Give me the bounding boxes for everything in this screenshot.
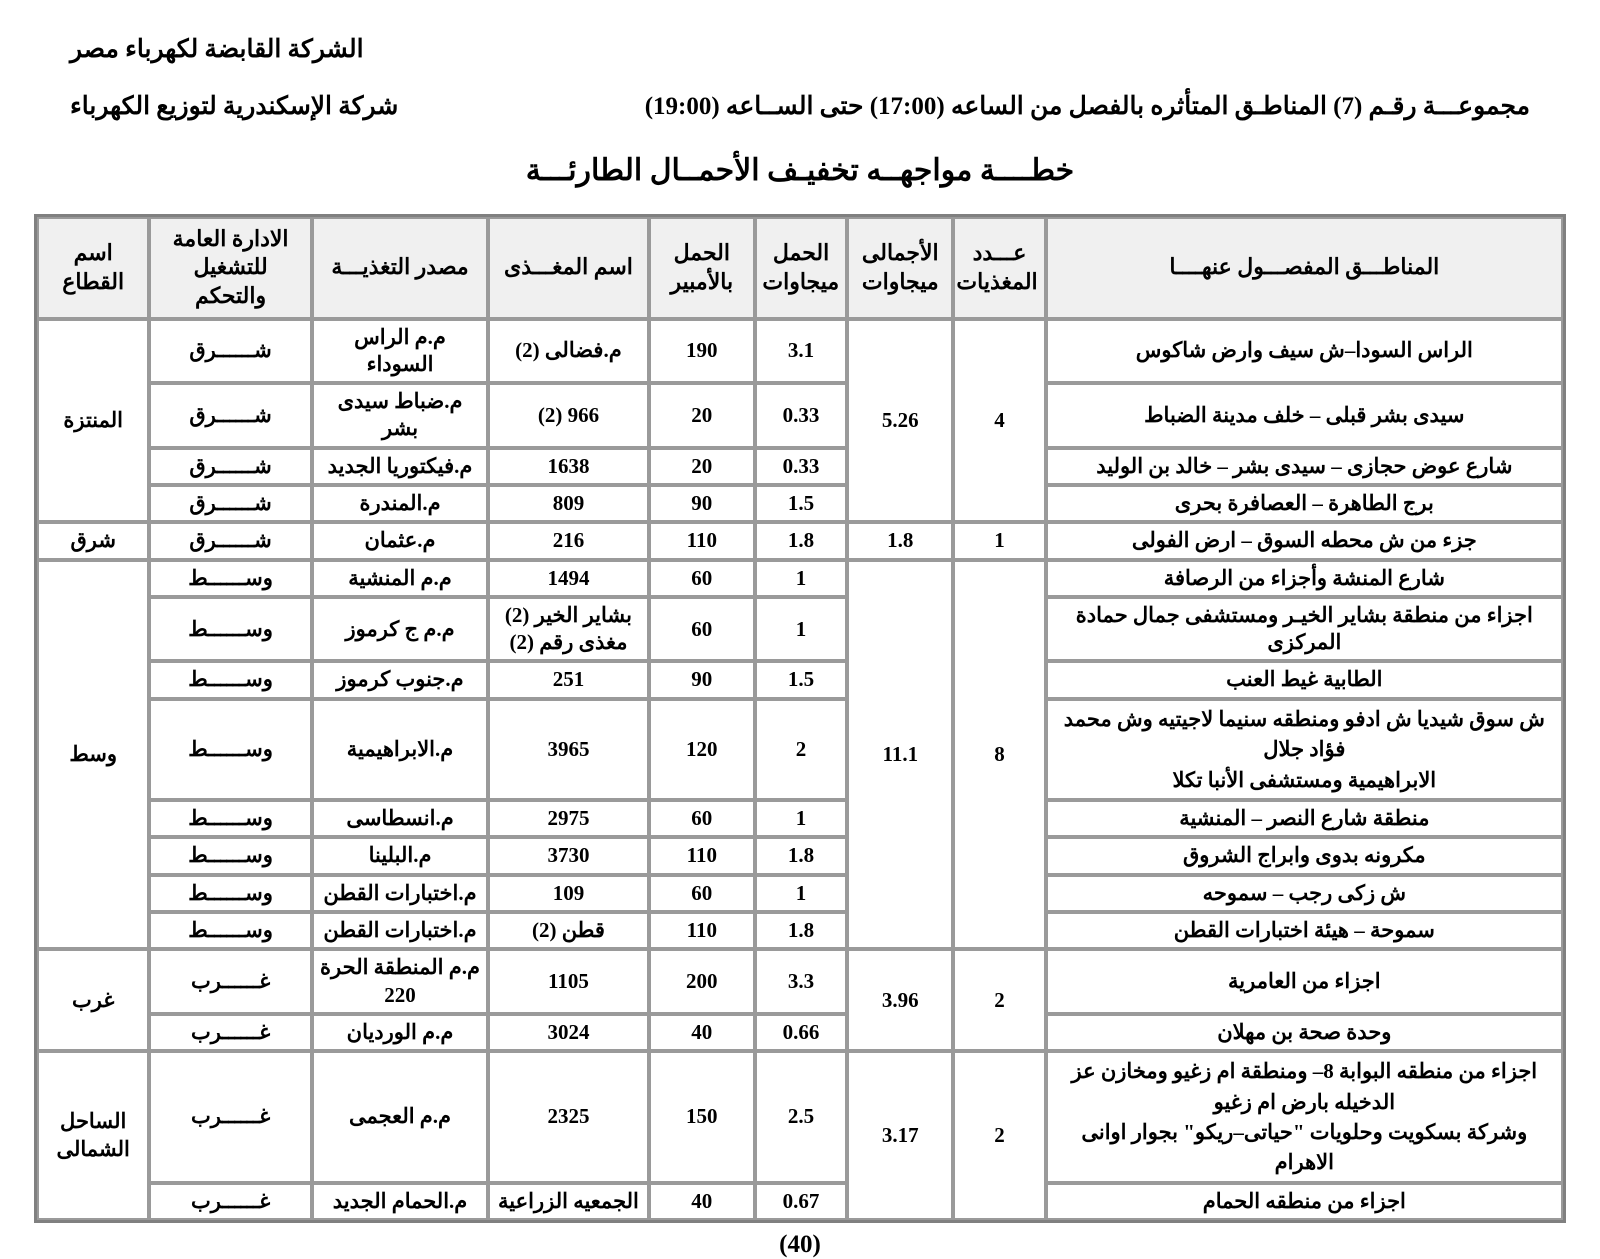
cell-feeder-count: 2 <box>953 1051 1045 1220</box>
cell-admin-region: وســــــط <box>149 912 311 949</box>
cell-supply-source: م.جنوب كرموز <box>312 661 488 698</box>
plan-table-wrapper <box>0 214 1600 1224</box>
cell-load-amp: 90 <box>649 661 755 698</box>
cell-feeder-name: 216 <box>488 522 648 559</box>
col-header-load-amp-line2: بالأمبير <box>670 268 734 294</box>
cell-sector: غرب <box>37 949 149 1051</box>
cell-load-mw: 0.33 <box>755 383 847 448</box>
cell-areas: اجزاء من العامرية <box>1046 949 1563 1014</box>
cell-load-mw: 1 <box>755 597 847 662</box>
table-row <box>37 837 1563 874</box>
table-row <box>37 875 1563 912</box>
cell-areas <box>1046 1051 1563 1183</box>
cell-load-mw: 1.8 <box>755 837 847 874</box>
col-header-supply-source: مصدر التغذيـــة <box>312 217 488 319</box>
cell-supply-source: م.م المنطقة الحرة 220 <box>312 949 488 1014</box>
cell-supply-source: م.م الراس السوداء <box>312 319 488 384</box>
cell-feeder-name <box>488 597 648 662</box>
col-header-load-mw <box>755 217 847 319</box>
table-row <box>37 949 1563 1014</box>
cell-feeder-name: 3965 <box>488 699 648 800</box>
cell-feeder-name: 109 <box>488 875 648 912</box>
col-header-load-mw-line1: الحمل <box>772 239 830 265</box>
cell-supply-source: م.عثمان <box>312 522 488 559</box>
cell-total-mw: 11.1 <box>847 560 953 950</box>
cell-load-amp: 60 <box>649 597 755 662</box>
cell-areas: جزء من ش محطه السوق – ارض الفولى <box>1046 522 1563 559</box>
cell-areas: الطابية غيط العنب <box>1046 661 1563 698</box>
table-row <box>37 319 1563 384</box>
cell-load-mw: 1.8 <box>755 522 847 559</box>
cell-sector-line2: الشمالى <box>56 1136 130 1161</box>
cell-load-amp: 120 <box>649 699 755 800</box>
cell-load-amp: 20 <box>649 448 755 485</box>
cell-feeder-name: 809 <box>488 485 648 522</box>
col-header-sector: اسم القطاع <box>37 217 149 319</box>
organization-block <box>70 34 364 65</box>
cell-sector-line1: الساحل <box>60 1109 127 1134</box>
cell-supply-source: م.م الورديان <box>312 1014 488 1051</box>
table-header-row <box>37 217 1563 319</box>
col-header-load-mw-line2: ميجاوات <box>762 268 840 294</box>
table-row <box>37 448 1563 485</box>
col-header-feeder-count-line2: المغذيات <box>956 268 1038 294</box>
load-shedding-table <box>34 214 1566 1224</box>
cell-load-amp: 110 <box>649 522 755 559</box>
cell-load-mw: 1.5 <box>755 661 847 698</box>
table-row <box>37 912 1563 949</box>
cell-total-mw: 5.26 <box>847 319 953 523</box>
cell-load-amp: 110 <box>649 912 755 949</box>
cell-areas: وحدة صحة بن مهلان <box>1046 1014 1563 1051</box>
cell-load-mw: 1 <box>755 875 847 912</box>
cell-supply-source: م.م المنشية <box>312 560 488 597</box>
cell-load-mw: 1.8 <box>755 912 847 949</box>
col-header-total-mw-line2: ميجاوات <box>861 268 939 294</box>
cell-feeder-name: 2975 <box>488 800 648 837</box>
cell-areas-line1: اجزاء من منطقه البوابة 8– ومنطقة ام زغيو ومخازن عز الدخيله بارض ام زغيو <box>1071 1059 1538 1114</box>
cell-load-amp: 110 <box>649 837 755 874</box>
table-row <box>37 485 1563 522</box>
table-row <box>37 699 1563 800</box>
cell-feeder-name: 251 <box>488 661 648 698</box>
col-header-total-mw <box>847 217 953 319</box>
cell-admin-region: وســــــط <box>149 560 311 597</box>
cell-load-mw: 1 <box>755 560 847 597</box>
cell-supply-source: م.الابراهيمية <box>312 699 488 800</box>
cell-supply-source: م.م ج كرموز <box>312 597 488 662</box>
cell-load-amp: 60 <box>649 560 755 597</box>
col-header-total-mw-line1: الأجمالى <box>861 239 939 265</box>
col-header-feeder-count-line1: عـــدد <box>972 239 1027 265</box>
cell-total-mw: 3.96 <box>847 949 953 1051</box>
col-header-areas: المناطـــق المفصـــول عنهــــا <box>1046 217 1563 319</box>
cell-areas: سيدى بشر قبلى – خلف مدينة الضباط <box>1046 383 1563 448</box>
table-row <box>37 1051 1563 1183</box>
cell-admin-region: غــــــرب <box>149 1014 311 1051</box>
cell-feeder-name: 3730 <box>488 837 648 874</box>
cell-load-amp: 60 <box>649 875 755 912</box>
cell-areas <box>1046 699 1563 800</box>
table-body <box>37 319 1563 1221</box>
cell-feeder-name: م.فضالى (2) <box>488 319 648 384</box>
cell-load-mw: 3.3 <box>755 949 847 1014</box>
cell-supply-source: م.الحمام الجديد <box>312 1183 488 1220</box>
cell-load-mw: 2.5 <box>755 1051 847 1183</box>
cell-admin-region: غــــــرب <box>149 1051 311 1183</box>
cell-areas: منطقة شارع النصر – المنشية <box>1046 800 1563 837</box>
cell-sector: المنتزة <box>37 319 149 523</box>
cell-load-amp: 60 <box>649 800 755 837</box>
cell-admin-region: وســــــط <box>149 661 311 698</box>
cell-admin-region: شــــــرق <box>149 383 311 448</box>
cell-areas-line1: ش سوق شيديا ش ادفو ومنطقه سنيما لاجيتيه وش محمد فؤاد جلال <box>1063 706 1545 762</box>
cell-feeder-name: قطن (2) <box>488 912 648 949</box>
cell-admin-region: شــــــرق <box>149 485 311 522</box>
cell-admin-region: وســــــط <box>149 597 311 662</box>
distribution-company-name: شركة الإسكندرية لتوزيع الكهرباء <box>70 93 399 121</box>
cell-feeder-name: 1105 <box>488 949 648 1014</box>
cell-areas: شارع عوض حجازى – سيدى بشر – خالد بن الوليد <box>1046 448 1563 485</box>
col-header-admin-line2: للتشغيل والتحكم <box>193 254 268 308</box>
cell-total-mw: 3.17 <box>847 1051 953 1220</box>
cell-feeder-name: 2325 <box>488 1051 648 1183</box>
cell-load-mw: 1.5 <box>755 485 847 522</box>
cell-areas-line2: الابراهيمية ومستشفى الأنبا تكلا <box>1172 767 1437 792</box>
cell-load-mw: 0.67 <box>755 1183 847 1220</box>
cell-feeder-count: 2 <box>953 949 1045 1051</box>
page-number: (40) <box>779 1231 821 1259</box>
col-header-load-amp <box>649 217 755 319</box>
cell-load-amp: 150 <box>649 1051 755 1183</box>
col-header-feeder-count <box>953 217 1045 319</box>
cell-areas: اجزاء من منطقة بشاير الخيـر ومستشفى جمال حمادة المركزى <box>1046 597 1563 662</box>
col-header-load-amp-line1: الحمل <box>673 239 730 265</box>
cell-load-mw: 3.1 <box>755 319 847 384</box>
cell-admin-region: وســــــط <box>149 800 311 837</box>
cell-feeder-name: 966 (2) <box>488 383 648 448</box>
holding-company-name: الشركة القابضة لكهرباء مصر <box>70 36 364 63</box>
cell-load-amp: 40 <box>649 1014 755 1051</box>
group-schedule-line: مجموعـــة رقـم (7) المناطـق المتأثره بالفصل من الساعه (17:00) حتى الســاعه (19:00) <box>644 93 1530 121</box>
cell-supply-source: م.انسطاسى <box>312 800 488 837</box>
cell-supply-source: م.اختبارات القطن <box>312 912 488 949</box>
cell-load-mw: 0.33 <box>755 448 847 485</box>
cell-areas: مكرونه بدوى وابراج الشروق <box>1046 837 1563 874</box>
cell-admin-region: غــــــرب <box>149 949 311 1014</box>
cell-total-mw: 1.8 <box>847 522 953 559</box>
document-header <box>0 0 1600 188</box>
table-row <box>37 1183 1563 1220</box>
table-row <box>37 661 1563 698</box>
cell-admin-region: شــــــرق <box>149 319 311 384</box>
cell-feeder-name-line1: بشاير الخير (2) <box>504 602 633 627</box>
cell-load-amp: 200 <box>649 949 755 1014</box>
cell-feeder-name-line2: مغذى رقم (2) <box>509 630 628 655</box>
table-row <box>37 1014 1563 1051</box>
cell-load-mw: 2 <box>755 699 847 800</box>
cell-areas: شارع المنشة وأجزاء من الرصافة <box>1046 560 1563 597</box>
cell-areas-line2: وشركة بسكويت وحلويات "حياتى–ريكو" بجوار اوانى الاهرام <box>1081 1120 1528 1175</box>
page-title: خطــــة مواجهــه تخفيـف الأحمــال الطارئـــة <box>525 153 1075 187</box>
cell-load-mw: 1 <box>755 800 847 837</box>
cell-areas: اجزاء من منطقه الحمام <box>1046 1183 1563 1220</box>
table-row <box>37 522 1563 559</box>
cell-areas: برج الطاهرة – العصافرة بحرى <box>1046 485 1563 522</box>
cell-supply-source: م.فيكتوريا الجديد <box>312 448 488 485</box>
cell-admin-region: وســــــط <box>149 875 311 912</box>
cell-feeder-name: 1638 <box>488 448 648 485</box>
cell-admin-region: شــــــرق <box>149 522 311 559</box>
cell-supply-source: م.م العجمى <box>312 1051 488 1183</box>
cell-supply-source: م.اختبارات القطن <box>312 875 488 912</box>
cell-load-amp: 190 <box>649 319 755 384</box>
cell-sector <box>37 1051 149 1220</box>
cell-load-amp: 40 <box>649 1183 755 1220</box>
cell-feeder-count: 1 <box>953 522 1045 559</box>
cell-admin-region: وســــــط <box>149 837 311 874</box>
cell-admin-region: وســــــط <box>149 699 311 800</box>
cell-feeder-name: 1494 <box>488 560 648 597</box>
col-header-admin <box>149 217 311 319</box>
cell-feeder-name: 3024 <box>488 1014 648 1051</box>
col-header-admin-line1: الادارة العامة <box>172 225 289 251</box>
cell-load-amp: 90 <box>649 485 755 522</box>
cell-load-mw: 0.66 <box>755 1014 847 1051</box>
cell-load-amp: 20 <box>649 383 755 448</box>
cell-areas: سموحة – هيئة اختبارات القطن <box>1046 912 1563 949</box>
cell-sector: وسط <box>37 560 149 950</box>
cell-areas: الراس السودا–ش سيف وارض شاكوس <box>1046 319 1563 384</box>
cell-admin-region: غــــــرب <box>149 1183 311 1220</box>
cell-supply-source: م.المندرة <box>312 485 488 522</box>
cell-feeder-count: 8 <box>953 560 1045 950</box>
cell-supply-source: م.البلينا <box>312 837 488 874</box>
cell-feeder-name: الجمعيه الزراعية <box>488 1183 648 1220</box>
cell-areas: ش زكى رجب – سموحه <box>1046 875 1563 912</box>
cell-admin-region: شــــــرق <box>149 448 311 485</box>
table-row <box>37 560 1563 597</box>
cell-supply-source: م.ضباط سيدى بشر <box>312 383 488 448</box>
table-row <box>37 597 1563 662</box>
cell-sector: شرق <box>37 522 149 559</box>
table-row <box>37 800 1563 837</box>
table-row <box>37 383 1563 448</box>
col-header-feeder-name: اسم المغـــذى <box>488 217 648 319</box>
cell-feeder-count: 4 <box>953 319 1045 523</box>
